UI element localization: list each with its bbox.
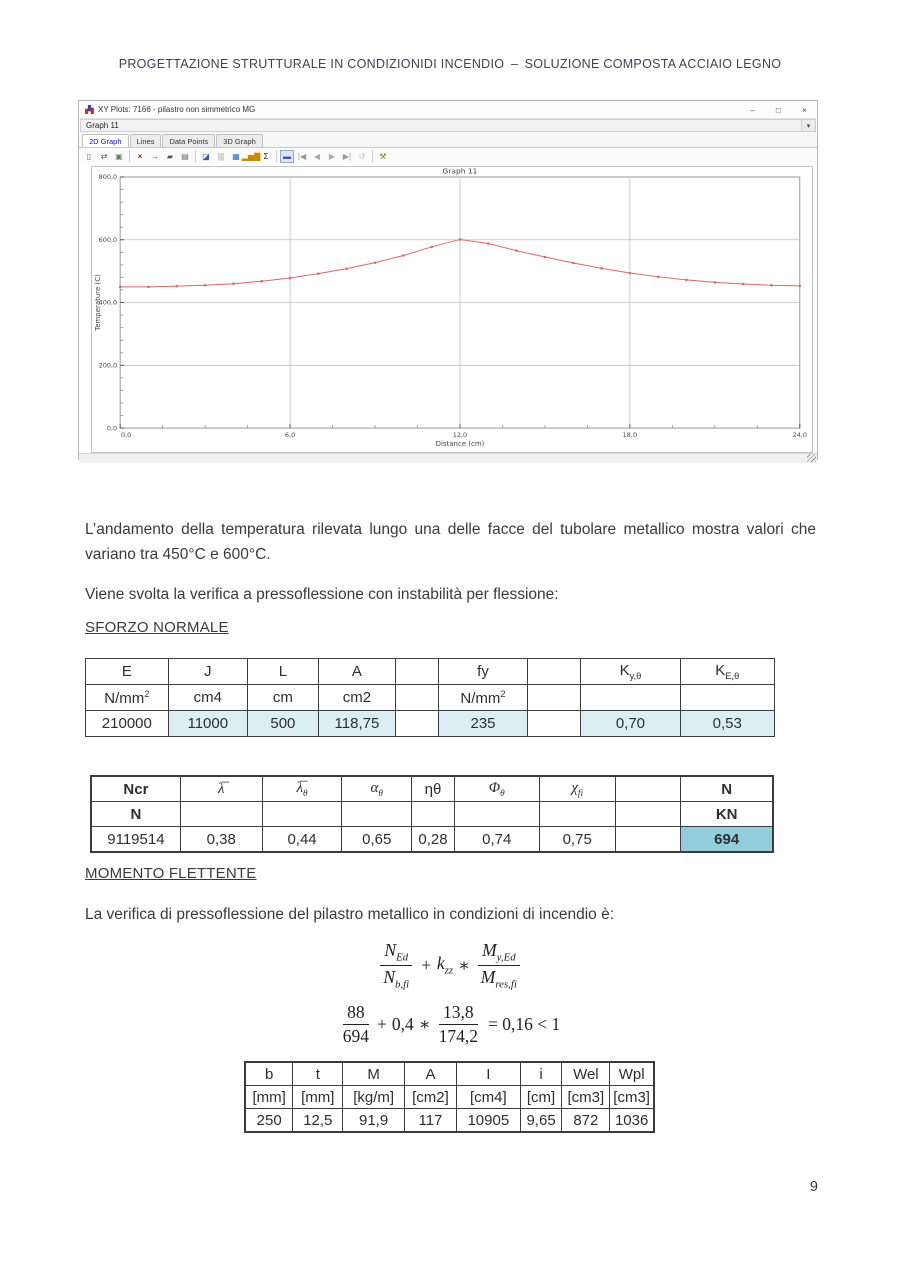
table1-cell [680,685,774,711]
film-icon[interactable]: ▰ [166,151,174,161]
paragraph-temperature: L’andamento della temperatura rilevata lungo una delle facce del tubolare metallico mostra valori che variano tra 450°C e 600°C. [85,521,816,563]
table1-cell: $K_{y,\theta}$ [581,659,680,685]
times-operator: ∗ [458,954,471,975]
tab-lines[interactable]: Lines [130,134,162,147]
image-icon[interactable]: ▣ [115,151,123,161]
svg-text:Distance (cm): Distance (cm) [435,440,485,449]
grid-icon[interactable]: ▦ [232,151,240,161]
table2-cell: ηθ [412,776,455,802]
table2-cell: $\alpha_\theta$ [342,776,412,802]
window-title-bar [79,101,817,119]
table1-cell [528,685,581,711]
export-icon[interactable]: → [151,151,159,161]
graph-panel [91,166,813,453]
svg-text:18,0: 18,0 [622,431,638,440]
svg-text:6,0: 6,0 [284,431,296,440]
table2-cell: 0,44 [262,827,342,853]
table2-cell: 0,28 [412,827,455,853]
section-momento-flettente: MOMENTO FLETTENTE [85,865,257,882]
table1-cell: cm [247,685,318,711]
table2-cell [180,802,262,827]
formula-result: = 0,16 < 1 [488,1014,561,1034]
graph-icon[interactable]: ◪ [202,151,210,161]
table2-cell [615,802,680,827]
formula-numerator: 88 [343,1002,369,1025]
fraction [380,940,412,990]
toolbar-separator [276,150,277,162]
svg-text:Graph 11: Graph 11 [442,167,478,176]
table2-cell [412,802,455,827]
table2-cell: 0,38 [180,827,262,853]
prev-icon[interactable]: ◀ [313,151,321,161]
new-file-icon[interactable]: ▯ [86,151,92,161]
section-properties-table [244,1061,655,1133]
table2-cell: 0,74 [454,827,539,853]
table2-cell: Ncr [91,776,180,802]
line-style-icon[interactable]: ▬ [280,150,294,163]
table2-cell: N [91,802,180,827]
formula-numerator: $M_{y,Ed}$ [478,940,520,966]
graph-selector-value: Graph 11 [86,121,119,130]
next-icon[interactable]: ▶ [328,151,336,161]
window-title: XY Plots: 7166 - pilastro non simmetrico MG [98,105,256,114]
page-icon[interactable]: ▤ [181,151,189,161]
plus-operator: + [376,1014,387,1034]
last-icon[interactable]: ▶| [342,151,352,161]
table1-cell: E [86,659,169,685]
delete-icon[interactable]: × [137,151,143,161]
bar-chart-icon[interactable]: ▂▅▇ [241,151,261,161]
table3-cell: i [520,1062,562,1086]
refresh-icon[interactable]: ⇄ [100,151,108,161]
tools-icon[interactable]: ⚒ [379,151,387,161]
formula-denominator: $M_{res,fi}$ [480,966,517,990]
formula-denominator: 174,2 [438,1026,479,1046]
svg-text:800,0: 800,0 [98,173,118,182]
page-number: 9 [809,1179,818,1195]
plus-operator: + [420,954,432,975]
toolbar [79,148,817,164]
table3-cell: 9,65 [520,1109,562,1133]
table1-cell: 11000 [168,711,247,737]
table1-cell: $K_{E,\theta}$ [680,659,774,685]
formula-numerator: 13,8 [439,1002,478,1025]
table3-cell: 91,9 [343,1109,405,1133]
section-sforzo-normale: SFORZO NORMALE [85,619,229,636]
table2-cell: $\chi_{fi}$ [539,776,615,802]
table2-cell [454,802,539,827]
window-controls [750,106,811,114]
svg-text:24,0: 24,0 [792,431,807,440]
tab-data-points[interactable]: Data Points [162,134,215,147]
table2-cell: λ̅ [180,776,262,802]
table2-cell [615,776,680,802]
tab-bar [79,132,817,148]
tab-2d-graph[interactable]: 2D Graph [82,134,129,147]
svg-text:200,0: 200,0 [98,361,118,370]
minimize-button[interactable]: – [750,104,755,115]
table1-cell: $N/mm^2$ [438,685,528,711]
table1-cell: cm4 [168,685,247,711]
table1-cell: 0,70 [581,711,680,737]
table2-cell [342,802,412,827]
table1-cell: A [318,659,395,685]
table3-cell: [cm4] [456,1086,520,1109]
undo-icon[interactable]: ↺ [358,151,366,161]
xy-plots-window [78,100,818,460]
table3-cell: 1036 [610,1109,654,1133]
table3-cell: 12,5 [293,1109,343,1133]
table3-cell: 117 [404,1109,456,1133]
table1-cell: 235 [438,711,528,737]
paragraph-verifica: Viene svolta la verifica a pressoflessione con instabilità per flessione: [85,586,559,603]
verification-formula-symbolic [0,940,900,990]
fraction [343,1002,369,1047]
table3-cell: [cm] [520,1086,562,1109]
verification-formula-numeric [0,1002,900,1047]
sum-icon[interactable]: Σ [263,151,269,161]
table3-cell: t [293,1062,343,1086]
tab-3d-graph[interactable]: 3D Graph [216,134,263,147]
svg-text:600,0: 600,0 [98,235,118,244]
close-button[interactable]: × [802,104,807,115]
chevron-down-icon[interactable]: ▾ [801,120,815,131]
table2-cell: 0,65 [342,827,412,853]
xy-plot-chart [92,167,812,452]
ncr-buckling-table [90,775,774,853]
table3-cell: M [343,1062,405,1086]
resize-grip[interactable] [807,454,816,462]
table1-cell: cm2 [318,685,395,711]
table3-cell: [cm2] [404,1086,456,1109]
table1-cell: 500 [247,711,318,737]
table2-cell: $\Phi_\theta$ [454,776,539,802]
table2-cell: KN [681,802,773,827]
status-strip [79,453,817,463]
table3-cell: [kg/m] [343,1086,405,1109]
formula-coefficient: $k_{zz}$ [436,953,454,977]
times-operator: ∗ [418,1014,431,1034]
table1-cell: fy [438,659,528,685]
table3-cell: [mm] [245,1086,293,1109]
fraction [478,940,520,990]
table3-cell: A [404,1062,456,1086]
table3-cell: b [245,1062,293,1086]
svg-text:0,0: 0,0 [106,424,118,433]
toolbar-separator [372,150,373,162]
table1-cell [528,711,581,737]
lines-icon[interactable]: ||| [217,151,225,161]
table1-cell: 210000 [86,711,169,737]
paragraph-pressoflessione: La verifica di pressoflessione del pilastro metallico in condizioni di incendio è: [85,906,615,923]
table3-cell: [mm] [293,1086,343,1109]
formula-numerator: $N_{Ed}$ [380,940,412,966]
table3-cell: Wel [562,1062,610,1086]
table2-cell: 694 [681,827,773,853]
page-header: PROGETTAZIONE STRUTTURALE IN CONDIZIONIDI INCENDIO – SOLUZIONE COMPOSTA ACCIAIO LEGNO [118,57,782,71]
fraction [439,1002,478,1047]
graph-selector[interactable] [80,119,816,132]
table3-cell: 872 [562,1109,610,1133]
formula-coefficient: 0,4 [391,1014,414,1034]
table2-cell [615,827,680,853]
table2-cell: 0,75 [539,827,615,853]
svg-text:12,0: 12,0 [452,431,468,440]
table2-cell: 9119514 [91,827,180,853]
table3-cell: 10905 [456,1109,520,1133]
table3-cell: Wpl [610,1062,654,1086]
restore-button[interactable]: □ [775,104,782,115]
svg-text:400,0: 400,0 [98,298,118,307]
formula-denominator: 694 [342,1026,369,1046]
table2-cell: $\lambda̅_\theta$ [262,776,342,802]
table1-cell: L [247,659,318,685]
table1-cell [396,711,439,737]
svg-text:Temperature (C): Temperature (C) [94,274,103,331]
table1-cell: J [168,659,247,685]
toolbar-separator [129,150,130,162]
table1-cell [581,685,680,711]
table1-cell: 118,75 [318,711,395,737]
table2-cell: N [681,776,773,802]
svg-text:0,0: 0,0 [120,431,132,440]
table1-cell [528,659,581,685]
sforzo-normale-table [85,658,775,737]
first-icon[interactable]: |◀ [297,151,307,161]
table1-cell: $N/mm^2$ [86,685,169,711]
table3-cell: I [456,1062,520,1086]
formula-denominator: $N_{b,fi}$ [383,966,410,990]
table2-cell [539,802,615,827]
table3-cell: 250 [245,1109,293,1133]
table1-cell: 0,53 [680,711,774,737]
table1-cell [396,659,439,685]
table3-cell: [cm3] [562,1086,610,1109]
table2-cell [262,802,342,827]
app-icon [85,105,94,114]
table3-cell: [cm3] [610,1086,654,1109]
toolbar-separator [195,150,196,162]
table1-cell [396,685,439,711]
